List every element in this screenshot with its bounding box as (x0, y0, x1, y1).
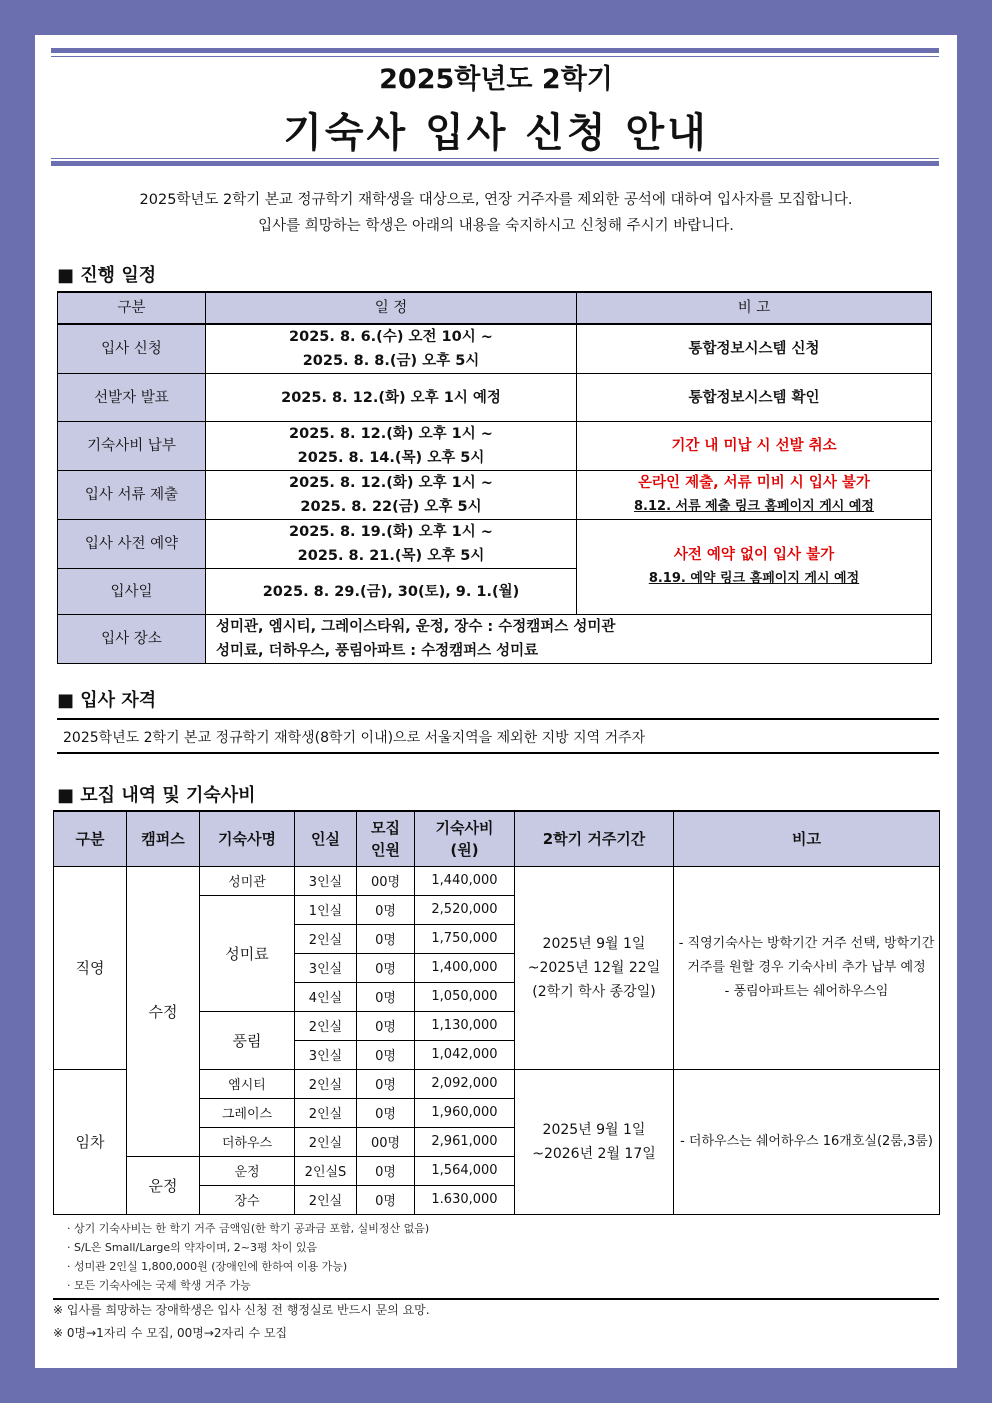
footnote: ※ 0명→1자리 수 모집, 00명→2자리 수 모집 (53, 1326, 288, 1340)
qualification-text: 2025학년도 2학기 본교 정규학기 재학생(8학기 이내)으로 서울지역을 제외한 지방 지역 거주자 (57, 718, 939, 754)
dorm-name: 성미료 (200, 895, 295, 1011)
recruit-count: 0명 (357, 1069, 415, 1098)
schedule-date: 2025. 8. 12.(화) 오후 1시 예정 (206, 374, 577, 422)
period-direct: 2025년 9월 1일 ~2025년 12월 22일 (2학기 학사 종강일) (515, 866, 674, 1069)
period-lease: 2025년 9월 1일 ~2026년 2월 17일 (515, 1069, 674, 1214)
schedule-date: 2025. 8. 12.(화) 오후 1시 ~ 2025. 8. 14.(목) 오후 5시 (206, 422, 577, 471)
fee-value: 1,960,000 (415, 1098, 515, 1127)
campus-sujeong: 수정 (127, 866, 200, 1156)
room-type: 2인실 (295, 1098, 357, 1127)
fee-value: 2,961,000 (415, 1127, 515, 1156)
page-title: 기숙사 입사 신청 안내 (283, 110, 709, 156)
dorm-name: 장수 (200, 1185, 295, 1214)
fee-value: 1,440,000 (415, 866, 515, 895)
section-qualification-title: ■ 입사 자격 (57, 690, 157, 711)
footnote: · S/L은 Small/Large의 약자이며, 2~3평 차이 있음 (67, 1241, 318, 1254)
header-period: 2학기 거주기간 (515, 811, 674, 866)
fee-value: 1,564,000 (415, 1156, 515, 1185)
top-rule (51, 48, 939, 53)
recruit-count: 00명 (357, 1127, 415, 1156)
header-category: 구분 (54, 811, 127, 866)
recruit-count: 0명 (357, 982, 415, 1011)
room-type: 2인실 (295, 1127, 357, 1156)
dorm-name: 운정 (200, 1156, 295, 1185)
recruit-count: 0명 (357, 1040, 415, 1069)
row-label: 기숙사비 납부 (58, 422, 206, 471)
header-campus: 캠퍼스 (127, 811, 200, 866)
recruit-count: 0명 (357, 895, 415, 924)
section-schedule-title: ■ 진행 일정 (57, 265, 157, 286)
schedule-location: 성미관, 엠시티, 그레이스타워, 운정, 장수 : 수정캠퍼스 성미관 성미료, 더하우스, 풍림아파트 : 수정캠퍼스 성미료 (206, 615, 932, 664)
fee-value: 1,130,000 (415, 1011, 515, 1040)
room-type: 3인실 (295, 1040, 357, 1069)
fee-value: 1,050,000 (415, 982, 515, 1011)
bottom-rule-thin (51, 158, 939, 159)
footnote: · 모든 기숙사에는 국제 학생 거주 가능 (67, 1279, 251, 1292)
fee-value: 1.630,000 (415, 1185, 515, 1214)
recruit-count: 0명 (357, 1156, 415, 1185)
header-fee: 기숙사비 (원) (415, 811, 515, 866)
fee-table (53, 810, 940, 1215)
header-date: 일 정 (206, 292, 577, 324)
schedule-date: 2025. 8. 19.(화) 오후 1시 ~ 2025. 8. 21.(목) 오후 5시 (206, 520, 577, 569)
row-label: 입사일 (58, 569, 206, 615)
header-note: 비고 (674, 811, 940, 866)
footnote: · 상기 기숙사비는 한 학기 거주 금액임(한 학기 공과금 포함, 실비정산 없음) (67, 1222, 430, 1235)
room-type: 2인실 (295, 1185, 357, 1214)
recruit-count: 0명 (357, 1011, 415, 1040)
category-lease: 임차 (54, 1069, 127, 1214)
header-category: 구분 (58, 292, 206, 324)
room-type: 3인실 (295, 866, 357, 895)
row-label: 입사 신청 (58, 324, 206, 374)
header-dorm: 기숙사명 (200, 811, 295, 866)
room-type: 2인실 (295, 1069, 357, 1098)
footnote: · 성미관 2인실 1,800,000원 (장애인에 한하여 이용 가능) (67, 1260, 348, 1273)
recruit-count: 00명 (357, 866, 415, 895)
category-direct: 직영 (54, 866, 127, 1069)
schedule-note: 통합정보시스템 신청 (577, 324, 932, 374)
room-type: 2인실S (295, 1156, 357, 1185)
schedule-date: 2025. 8. 12.(화) 오후 1시 ~ 2025. 8. 22(금) 오후 5시 (206, 471, 577, 520)
dorm-name: 풍림 (200, 1011, 295, 1069)
room-type: 1인실 (295, 895, 357, 924)
dorm-name: 성미관 (200, 866, 295, 895)
recruit-count: 0명 (357, 1185, 415, 1214)
fee-value: 2,520,000 (415, 895, 515, 924)
intro-line-2: 입사를 희망하는 학생은 아래의 내용을 숙지하시고 신청해 주시기 바랍니다. (258, 218, 734, 234)
divider (53, 1298, 939, 1300)
fee-value: 1,042,000 (415, 1040, 515, 1069)
intro-line-1: 2025학년도 2학기 본교 정규학기 재학생을 대상으로, 연장 거주자를 제외한 공석에 대하여 입사자를 모집합니다. (139, 192, 853, 208)
schedule-note: 기간 내 미납 시 선발 취소 (577, 422, 932, 471)
document-page (35, 35, 957, 1368)
schedule-date: 2025. 8. 29.(금), 30(토), 9. 1.(월) (206, 569, 577, 615)
dorm-name: 더하우스 (200, 1127, 295, 1156)
title-year: 2025학년도 2학기 (379, 64, 613, 95)
recruit-count: 0명 (357, 1098, 415, 1127)
header-recruit: 모집 인원 (357, 811, 415, 866)
room-type: 2인실 (295, 1011, 357, 1040)
row-label: 입사 장소 (58, 615, 206, 664)
schedule-note: 온라인 제출, 서류 미비 시 입사 불가 8.12. 서류 제출 링크 홈페이지 게시 예정 (577, 471, 932, 520)
header-note: 비 고 (577, 292, 932, 324)
row-label: 선발자 발표 (58, 374, 206, 422)
schedule-date: 2025. 8. 6.(수) 오전 10시 ~ 2025. 8. 8.(금) 오후 5시 (206, 324, 577, 374)
recruit-count: 0명 (357, 924, 415, 953)
section-fee-title: ■ 모집 내역 및 기숙사비 (57, 785, 256, 806)
row-label: 입사 서류 제출 (58, 471, 206, 520)
fee-value: 1,400,000 (415, 953, 515, 982)
schedule-note: 통합정보시스템 확인 (577, 374, 932, 422)
intro-text (35, 187, 957, 239)
dorm-name: 엠시티 (200, 1069, 295, 1098)
schedule-note: 사전 예약 없이 입사 불가 8.19. 예약 링크 홈페이지 게시 예정 (577, 520, 932, 615)
note-lease: - 더하우스는 쉐어하우스 16개호실(2룸,3룸) (674, 1069, 940, 1214)
room-type: 3인실 (295, 953, 357, 982)
footnote: ※ 입사를 희망하는 장애학생은 입사 신청 전 행정실로 반드시 문의 요망. (53, 1303, 430, 1317)
row-label: 입사 사전 예약 (58, 520, 206, 569)
fee-value: 1,750,000 (415, 924, 515, 953)
header-room: 인실 (295, 811, 357, 866)
campus-unjeong: 운정 (127, 1156, 200, 1214)
fee-value: 2,092,000 (415, 1069, 515, 1098)
recruit-count: 0명 (357, 953, 415, 982)
schedule-table (57, 291, 932, 664)
note-direct: - 직영기숙사는 방학기간 거주 선택, 방학기간 거주를 원할 경우 기숙사비 추가 납부 예정 - 풍림아파트는 쉐어하우스임 (674, 866, 940, 1069)
room-type: 2인실 (295, 924, 357, 953)
bottom-rule (51, 161, 939, 166)
dorm-name: 그레이스 (200, 1098, 295, 1127)
room-type: 4인실 (295, 982, 357, 1011)
